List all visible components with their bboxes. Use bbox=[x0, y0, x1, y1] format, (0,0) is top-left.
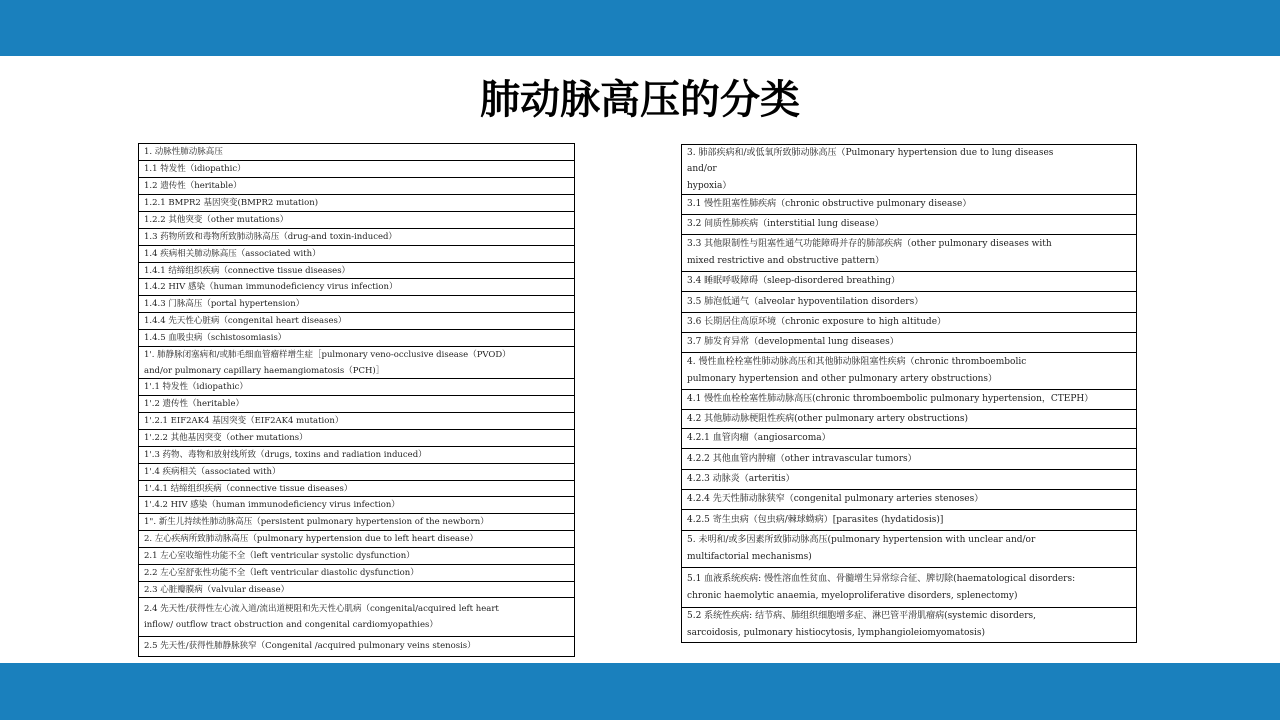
row-text-line: mixed restrictive and obstructive pattern） bbox=[687, 256, 885, 266]
table-row bbox=[682, 215, 1136, 235]
table-row bbox=[139, 497, 574, 514]
row-text-line: and/or pulmonary capillary haemangiomatosis（PCH)］ bbox=[144, 365, 385, 376]
row-text-line: 4.2.3 动脉炎（arteritis） bbox=[687, 474, 795, 484]
row-text-line: 1'.3 药物、毒物和放射线所致（drugs, toxins and radiation induced） bbox=[144, 450, 427, 460]
row-text-line: 5.2 系统性疾病: 结节病、肺组织细胞增多症、淋巴管平滑肌瘤病(systemic disorders, bbox=[687, 611, 1037, 621]
row-text-line: 3.3 其他限制性与阻塞性通气功能障碍并存的肺部疾病（other pulmonary diseases with bbox=[687, 239, 1052, 249]
table-row bbox=[139, 330, 574, 347]
row-text-line: sarcoidosis, pulmonary histiocytosis, lymphangioleiomyomatosis) bbox=[687, 628, 986, 638]
table-row bbox=[139, 212, 574, 229]
table-row bbox=[682, 272, 1136, 292]
table-row bbox=[139, 565, 574, 582]
top-banner bbox=[0, 0, 1280, 56]
table-row bbox=[682, 410, 1136, 429]
row-text-line: inflow/ outflow tract obstruction and congenital cardiomyopathies） bbox=[144, 620, 438, 630]
table-row bbox=[139, 229, 574, 246]
row-text-line: 4.2.2 其他血管内肿瘤（other intravascular tumors） bbox=[687, 453, 917, 464]
row-text-line: 1.4.1 结缔组织疾病（connective tissue diseases） bbox=[144, 266, 351, 276]
table-row bbox=[682, 195, 1136, 215]
table-row bbox=[682, 145, 1136, 195]
row-text-line: 2.3 心脏瓣膜病（valvular disease） bbox=[144, 585, 290, 595]
row-text-line: 3. 肺部疾病和/或低氧所致肺动脉高压（Pulmonary hypertension due to lung diseases bbox=[687, 148, 1054, 158]
row-text-line: 1'.1 特发性（idiopathic） bbox=[144, 382, 248, 392]
row-text-line: 4.2 其他肺动脉梗阻性疾病(other pulmonary artery obstructions) bbox=[687, 413, 969, 424]
row-text-line: 1'.2 遗传性（heritable） bbox=[144, 399, 245, 409]
table-row bbox=[682, 470, 1136, 490]
row-text-line: 1'.2.1 EIF2AK4 基因突变（EIF2AK4 mutation） bbox=[144, 416, 344, 426]
table-row bbox=[682, 568, 1136, 608]
row-text-line: 3.1 慢性阻塞性肺疾病（chronic obstructive pulmonary disease） bbox=[687, 199, 972, 209]
table-row bbox=[682, 292, 1136, 313]
row-text-line: 2. 左心疾病所致肺动脉高压（pulmonary hypertension due to left heart disease） bbox=[144, 534, 478, 544]
classification-table-left bbox=[138, 143, 575, 657]
table-row bbox=[139, 430, 574, 447]
table-row bbox=[139, 447, 574, 464]
slide-title: 肺动脉高压的分类 bbox=[480, 77, 800, 123]
row-text-line: hypoxia） bbox=[687, 180, 732, 191]
row-text-line: 1'.4.2 HIV 感染（human immunodeficiency virus infection） bbox=[144, 500, 400, 510]
row-text-line: 3.6 长期居住高原环境（chronic exposure to high altitude） bbox=[687, 317, 947, 327]
row-text-line: 4.2.1 血管肉瘤（angiosarcoma） bbox=[687, 433, 831, 443]
table-row bbox=[139, 195, 574, 212]
table-row bbox=[139, 178, 574, 195]
row-text-line: 2.1 左心室收缩性功能不全（left ventricular systolic dysfunction） bbox=[144, 551, 415, 561]
row-text-line: 2.4 先天性/获得性左心流入道/流出道梗阻和先天性心肌病（congenital/acquired left heart bbox=[144, 603, 499, 614]
table-row bbox=[139, 464, 574, 481]
table-row bbox=[682, 390, 1136, 410]
table-row bbox=[139, 514, 574, 531]
row-text-line: 1.4 疾病相关肺动脉高压（associated with） bbox=[144, 249, 321, 259]
table-row bbox=[139, 598, 574, 637]
table-row bbox=[682, 313, 1136, 333]
table-row bbox=[682, 353, 1136, 390]
row-text-line: 4.2.4 先天性肺动脉狭窄（congenital pulmonary arteries stenoses） bbox=[687, 494, 984, 504]
table-row bbox=[682, 449, 1136, 470]
table-row bbox=[139, 246, 574, 263]
row-text-line: 1.4.5 血吸虫病（schistosomiasis） bbox=[144, 333, 287, 343]
table-row bbox=[682, 608, 1136, 643]
row-text-line: 3.2 间质性肺疾病（interstitial lung disease） bbox=[687, 219, 884, 229]
table-row bbox=[139, 582, 574, 598]
row-text-line: and/or bbox=[687, 164, 717, 175]
table-row bbox=[139, 263, 574, 279]
table-row bbox=[139, 279, 574, 296]
row-text-line: 2.5 先天性/获得性肺静脉狭窄（Congenital /acquired pulmonary veins stenosis） bbox=[144, 641, 476, 652]
row-text-line: 1.4.3 门脉高压（portal hypertension） bbox=[144, 299, 305, 309]
table-row bbox=[139, 347, 574, 379]
table-row bbox=[682, 235, 1136, 272]
table-row bbox=[139, 481, 574, 497]
table-row bbox=[139, 548, 574, 565]
table-row bbox=[139, 161, 574, 178]
table-row bbox=[139, 296, 574, 313]
table-row bbox=[139, 637, 574, 657]
row-text-line: 1. 动脉性肺动脉高压 bbox=[144, 147, 223, 157]
row-text-line: 3.7 肺发育异常（developmental lung diseases） bbox=[687, 337, 899, 347]
row-text-line: 1.4.2 HIV 感染（human immunodeficiency virus infection） bbox=[144, 282, 398, 292]
row-text-line: 1'.4.1 结缔组织疾病（connective tissue diseases） bbox=[144, 484, 353, 494]
table-row bbox=[682, 490, 1136, 510]
table-row bbox=[139, 396, 574, 413]
table-row bbox=[139, 379, 574, 396]
row-text-line: multifactorial mechanisms) bbox=[687, 552, 812, 562]
row-text-line: 5.1 血液系统疾病: 慢性溶血性贫血、骨髓增生异常综合征、脾切除(haematological disorders: bbox=[687, 573, 1076, 584]
table-row bbox=[139, 313, 574, 330]
classification-table-right bbox=[681, 144, 1137, 643]
row-text-line: 1". 新生儿持续性肺动脉高压（persistent pulmonary hypertension of the newborn） bbox=[144, 517, 489, 527]
row-text-line: 3.4 睡眠呼吸障碍（sleep-disordered breathing） bbox=[687, 276, 901, 286]
table-row bbox=[139, 531, 574, 548]
bottom-banner bbox=[0, 663, 1280, 720]
row-text-line: 1'.4 疾病相关（associated with） bbox=[144, 467, 281, 477]
row-text-line: 4. 慢性血栓栓塞性肺动脉高压和其他肺动脉阻塞性疾病（chronic thromboembolic bbox=[687, 357, 1027, 367]
table-row bbox=[139, 413, 574, 430]
table-row bbox=[682, 333, 1136, 353]
table-row bbox=[139, 144, 574, 161]
row-text-line: 1.1 特发性（idiopathic） bbox=[144, 164, 246, 174]
row-text-line: 2.2 左心室舒张性功能不全（left ventricular diastolic dysfunction） bbox=[144, 568, 419, 578]
row-text-line: 1.2 遗传性（heritable） bbox=[144, 181, 242, 191]
row-text-line: 1'. 肺静脉闭塞病和/或肺毛细血管瘤样增生症［pulmonary veno-occlusive disease（PVOD） bbox=[144, 350, 511, 360]
row-text-line: chronic haemolytic anaemia, myeloproliferative disorders, splenectomy) bbox=[687, 590, 1018, 601]
row-text-line: 1.4.4 先天性心脏病（congenital heart diseases） bbox=[144, 316, 347, 326]
table-row bbox=[682, 531, 1136, 568]
row-text-line: 1'.2.2 其他基因突变（other mutations） bbox=[144, 433, 308, 443]
row-text-line: 1.2.1 BMPR2 基因突变(BMPR2 mutation) bbox=[144, 198, 319, 208]
row-text-line: 1.2.2 其他突变（other mutations） bbox=[144, 215, 289, 225]
table-row bbox=[682, 429, 1136, 449]
row-text-line: 4.2.5 寄生虫病（包虫病/棘球蚴病）[parasites (hydatidosis)] bbox=[687, 514, 944, 525]
row-text-line: pulmonary hypertension and other pulmonary artery obstructions） bbox=[687, 374, 998, 384]
row-text-line: 5. 未明和/或多因素所致肺动脉高压(pulmonary hypertension with unclear and/or bbox=[687, 535, 1036, 545]
row-text-line: 4.1 慢性血栓栓塞性肺动脉高压(chronic thromboembolic pulmonary hypertension，CTEPH） bbox=[687, 394, 1094, 404]
row-text-line: 3.5 肺泡低通气（alveolar hypoventilation disorders） bbox=[687, 296, 924, 307]
row-text-line: 1.3 药物所致和毒物所致肺动脉高压（drug-and toxin-induced） bbox=[144, 232, 397, 242]
table-row bbox=[682, 510, 1136, 531]
